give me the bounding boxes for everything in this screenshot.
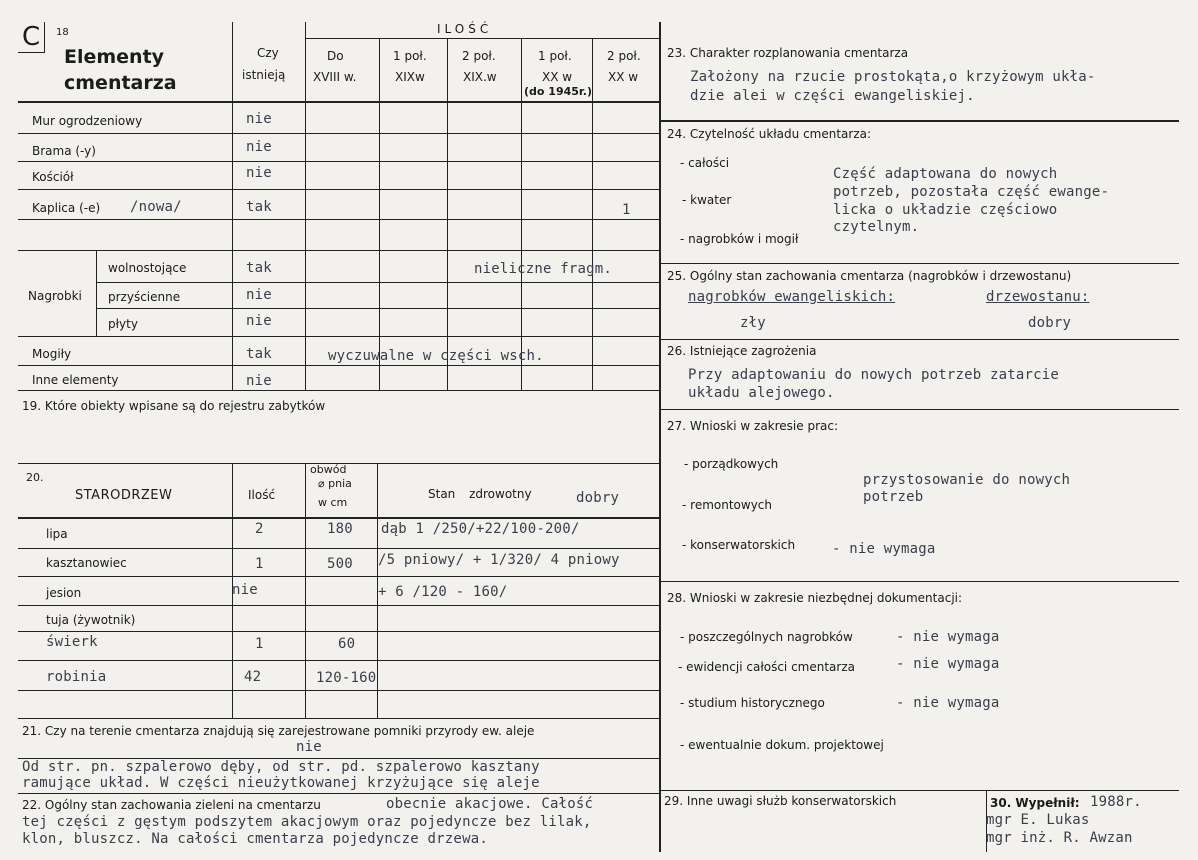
grid-line bbox=[447, 38, 448, 390]
trees-header-circ-1: obwód bbox=[310, 463, 347, 476]
question-30-name-1: mgr E. Lukas bbox=[986, 812, 1090, 828]
question-28-b-value: - nie wymaga bbox=[896, 656, 1000, 672]
col-header-1a: Do bbox=[327, 49, 344, 63]
col-header-5b: XX w bbox=[608, 70, 639, 84]
row-value-mogily: tak bbox=[246, 346, 272, 362]
col-header-1b: XVIII w. bbox=[313, 70, 357, 84]
grid-line bbox=[18, 631, 659, 632]
col-header-3a: 2 poł. bbox=[462, 49, 496, 63]
col-header-4c: (do 1945r.) bbox=[524, 85, 592, 98]
row-note-kaplica: /nowa/ bbox=[130, 199, 182, 215]
trees-header-circ-2: ⌀ pnia bbox=[318, 477, 352, 490]
question-22-line-3: klon, bluszcz. Na całości cmentarza pojedyncze drzewa. bbox=[22, 831, 488, 847]
tree-row-0-note: dąb 1 /250/+22/100-200/ bbox=[381, 521, 580, 537]
trees-header-count: Ilość bbox=[248, 488, 276, 502]
grid-line bbox=[305, 22, 306, 390]
question-21-line-1: Od str. pn. szpalerowo dęby, od str. pd. szpalerowo kasztany bbox=[22, 759, 540, 775]
question-28-c-value: - nie wymaga bbox=[896, 695, 1000, 711]
grid-line bbox=[232, 22, 233, 390]
grid-line bbox=[18, 517, 659, 519]
question-25-val-2: dobry bbox=[1028, 315, 1072, 331]
question-27: 27. Wnioski w zakresie prac: bbox=[667, 419, 839, 433]
question-24-b: - kwater bbox=[682, 193, 732, 207]
grid-line bbox=[18, 365, 659, 366]
question-27-c-value: - nie wymaga bbox=[832, 541, 936, 557]
grid-line bbox=[96, 282, 659, 283]
question-23-line-1: Założony na rzucie prostokąta,o krzyżowym ukła- bbox=[690, 69, 1096, 85]
grid-line bbox=[18, 336, 659, 337]
row-value-inne: nie bbox=[246, 373, 272, 389]
tree-row-3-name: tuja (żywotnik) bbox=[46, 613, 136, 627]
question-24-line-1: Część adaptowana do nowych bbox=[833, 166, 1058, 182]
question-21-line-2: ramujące układ. W części nieużytkowanej krzyżujące się aleje bbox=[22, 775, 540, 791]
question-30-name-2: mgr inż. R. Awzan bbox=[986, 830, 1133, 846]
question-27-line-2: potrzeb bbox=[863, 489, 924, 505]
question-26: 26. Istniejące zagrożenia bbox=[667, 344, 817, 358]
tree-row-1-name: kasztanowiec bbox=[46, 556, 127, 570]
question-30: 30. Wypełnił: bbox=[990, 796, 1080, 810]
grid-line bbox=[18, 133, 659, 134]
row-count-kaplica: 1 bbox=[622, 202, 631, 218]
question-21: 21. Czy na terenie cmentarza znajdują się zarejestrowane pomniki przyrody ew. aleje bbox=[22, 724, 535, 738]
tree-row-4-count: 1 bbox=[255, 636, 264, 652]
question-26-line-1: Przy adaptowaniu do nowych potrzeb zatarcie bbox=[688, 367, 1060, 383]
grid-line bbox=[18, 548, 659, 549]
question-22-line-2: tej części z gęstym podszytem akacjowym oraz pojedyncze bez lilak, bbox=[22, 814, 592, 830]
grid-line bbox=[379, 38, 380, 390]
grid-line bbox=[659, 120, 1179, 122]
row-value-wolnostojace: tak bbox=[246, 260, 272, 276]
row-label-brama: Brama (-y) bbox=[32, 144, 96, 158]
grid-line bbox=[18, 219, 659, 220]
card-code-number: 18 bbox=[56, 27, 69, 38]
question-29: 29. Inne uwagi służb konserwatorskich bbox=[664, 794, 897, 808]
card-code: C bbox=[22, 22, 41, 52]
tree-row-1-circ: 500 bbox=[327, 556, 353, 572]
tree-row-5-circ: 120-160 bbox=[316, 670, 377, 686]
question-24-a: - całości bbox=[680, 156, 730, 170]
question-25-val-1: zły bbox=[740, 315, 766, 331]
question-24-line-2: potrzeb, pozostała część ewange- bbox=[833, 184, 1110, 200]
row-value-przyscienne: nie bbox=[246, 287, 272, 303]
question-28-a-value: - nie wymaga bbox=[896, 629, 1000, 645]
grid-line bbox=[659, 339, 1179, 340]
row-value-plyty: nie bbox=[246, 313, 272, 329]
trees-header-circ-3: w cm bbox=[318, 496, 348, 509]
question-19: 19. Które obiekty wpisane są do rejestru zabytków bbox=[22, 399, 326, 413]
trees-state-value: dobry bbox=[576, 490, 620, 506]
grid-line bbox=[18, 250, 659, 251]
grid-line bbox=[659, 581, 1179, 582]
question-22-line-1: obecnie akacjowe. Całość bbox=[386, 796, 594, 812]
section-title-2: cmentarza bbox=[64, 72, 177, 94]
grid-line bbox=[659, 409, 1179, 410]
grid-line bbox=[305, 463, 306, 718]
row-label-przyscienne: przyścienne bbox=[108, 290, 181, 304]
tree-row-5-name: robinia bbox=[46, 669, 107, 685]
grid-line bbox=[18, 605, 659, 606]
question-25-head-1: nagrobków ewangeliskich: bbox=[688, 289, 896, 305]
question-28-d: - ewentualnie dokum. projektowej bbox=[680, 738, 884, 752]
row-value-mur: nie bbox=[246, 111, 272, 127]
grid-line bbox=[659, 22, 661, 852]
row-value-brama: nie bbox=[246, 139, 272, 155]
row-value-kaplica: tak bbox=[246, 199, 272, 215]
tree-row-2-count: nie bbox=[232, 582, 258, 598]
question-28: 28. Wnioski w zakresie niezbędnej dokumentacji: bbox=[667, 591, 963, 605]
question-21-answer: nie bbox=[296, 739, 322, 755]
trees-number: 20. bbox=[26, 471, 44, 484]
grid-line bbox=[18, 793, 659, 794]
row-label-kaplica: Kaplica (-e) bbox=[32, 201, 101, 215]
exists-header-2: istnieją bbox=[242, 68, 286, 82]
grid-line bbox=[659, 790, 1179, 791]
trees-header-name: STARODRZEW bbox=[75, 488, 173, 503]
tree-row-5-count: 42 bbox=[244, 669, 262, 685]
question-30-year: 1988r. bbox=[1090, 794, 1142, 810]
row-value-kosciol: nie bbox=[246, 165, 272, 181]
exists-header-1: Czy bbox=[257, 46, 279, 60]
row-label-inne: Inne elementy bbox=[32, 373, 119, 387]
grid-line bbox=[18, 161, 659, 162]
grid-line bbox=[305, 38, 659, 39]
row-label-mogily: Mogiły bbox=[32, 347, 72, 361]
question-25-head-2: drzewostanu: bbox=[986, 289, 1090, 305]
row-note-mogily: wyczuwalne w części wsch. bbox=[328, 348, 544, 364]
tree-row-1-count: 1 bbox=[255, 556, 264, 572]
question-27-a: - porządkowych bbox=[684, 457, 779, 471]
grid-line bbox=[659, 263, 1179, 264]
question-27-c: - konserwatorskich bbox=[682, 538, 796, 552]
grid-line bbox=[592, 38, 593, 390]
col-header-2a: 1 poł. bbox=[393, 49, 427, 63]
question-23: 23. Charakter rozplanowania cmentarza bbox=[667, 46, 909, 60]
tree-row-2-note: + 6 /120 - 160/ bbox=[378, 584, 508, 600]
question-28-a: - poszczególnych nagrobków bbox=[680, 630, 853, 644]
question-28-b: - ewidencji całości cmentarza bbox=[678, 660, 855, 674]
col-header-5a: 2 poł. bbox=[607, 49, 641, 63]
col-header-4b: XX w bbox=[542, 70, 573, 84]
section-title-1: Elementy bbox=[64, 46, 165, 68]
tree-row-0-circ: 180 bbox=[327, 521, 353, 537]
row-label-plyty: płyty bbox=[108, 317, 138, 331]
row-label-wolnostojace: wolnostojące bbox=[108, 261, 187, 275]
tree-row-0-name: lipa bbox=[46, 527, 68, 541]
tree-row-4-name: świerk bbox=[46, 634, 98, 650]
quantity-header: ILOŚĆ bbox=[437, 22, 493, 36]
grid-line bbox=[96, 308, 659, 309]
question-24-line-4: czytelnym. bbox=[833, 219, 920, 235]
tree-row-1-note: /5 pniowy/ + 1/320/ 4 pniowy bbox=[378, 552, 620, 568]
grid-line bbox=[96, 250, 97, 336]
grid-line bbox=[18, 576, 659, 577]
question-24-line-3: licka o układzie częściowo bbox=[833, 202, 1058, 218]
question-28-c: - studium historycznego bbox=[680, 696, 825, 710]
question-25: 25. Ogólny stan zachowania cmentarza (nagrobków i drzewostanu) bbox=[667, 269, 1072, 283]
question-22: 22. Ogólny stan zachowania zieleni na cmentarzu bbox=[22, 798, 321, 812]
tree-row-0-count: 2 bbox=[255, 521, 264, 537]
col-header-3b: XIX.w bbox=[463, 70, 497, 84]
tree-row-2-name: jesion bbox=[46, 586, 82, 600]
question-27-b: - remontowych bbox=[682, 498, 772, 512]
grid-line bbox=[18, 101, 659, 103]
question-24: 24. Czytelność układu cmentarza: bbox=[667, 127, 872, 141]
col-header-2b: XIXw bbox=[395, 70, 425, 84]
row-label-kosciol: Kościół bbox=[32, 170, 74, 184]
question-23-line-2: dzie alei w części ewangeliskiej. bbox=[690, 88, 975, 104]
grid-line bbox=[18, 390, 659, 391]
grid-line bbox=[18, 660, 659, 661]
grid-line bbox=[521, 38, 522, 390]
question-26-line-2: układu alejowego. bbox=[688, 385, 835, 401]
grid-line bbox=[18, 718, 659, 719]
question-24-c: - nagrobków i mogił bbox=[680, 232, 799, 246]
trees-header-state: Stan zdrowotny bbox=[428, 487, 532, 501]
grid-line bbox=[18, 189, 659, 190]
tree-row-4-circ: 60 bbox=[338, 636, 356, 652]
row-group-nagrobki: Nagrobki bbox=[28, 289, 82, 303]
row-note-wolnostojace: nieliczne fragm. bbox=[474, 261, 613, 277]
question-27-line-1: przystosowanie do nowych bbox=[863, 472, 1071, 488]
row-label-mur: Mur ogrodzeniowy bbox=[32, 114, 143, 128]
grid-line bbox=[18, 690, 659, 691]
col-header-4a: 1 poł. bbox=[538, 49, 572, 63]
